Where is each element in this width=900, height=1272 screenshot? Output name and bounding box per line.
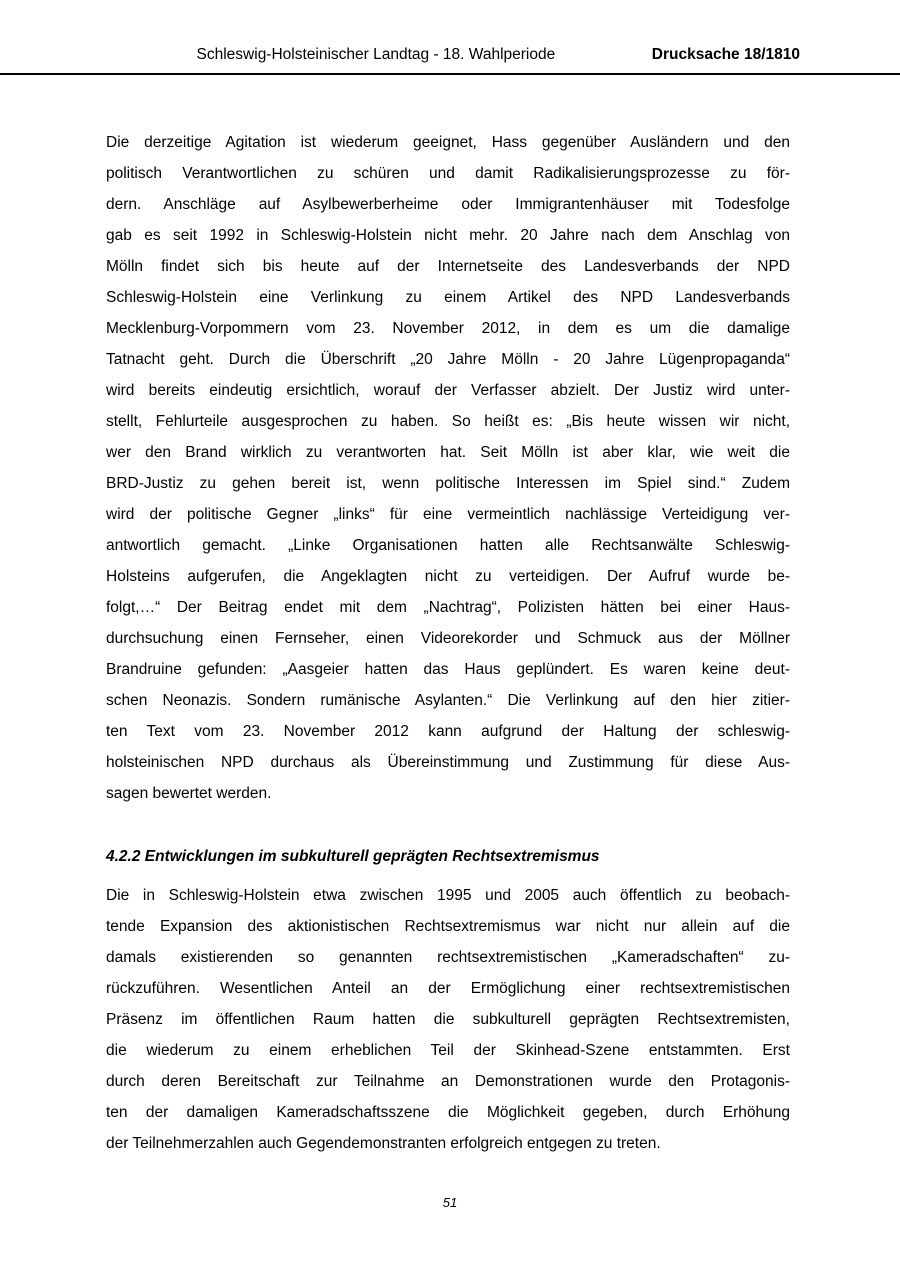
paragraph-line: der Teilnehmerzahlen auch Gegendemonstranten erfolgreich entgegen zu treten. — [106, 1135, 661, 1152]
paragraph-line: schen Neonazis. Sondern rumänische Asylanten.“ Die Verlinkung auf den hier zitier- — [106, 692, 790, 709]
paragraph-line: Präsenz im öffentlichen Raum hatten die subkulturell geprägten Rechtsextremisten, — [106, 1011, 790, 1028]
section-heading: 4.2.2 Entwicklungen im subkulturell geprägten Rechtsextremismus — [106, 848, 600, 865]
paragraph-line: Die in Schleswig-Holstein etwa zwischen 1995 und 2005 auch öffentlich zu beobach- — [106, 887, 790, 904]
paragraph-line: Holsteins aufgerufen, die Angeklagten nicht zu verteidigen. Der Aufruf wurde be- — [106, 568, 790, 585]
document-body — [0, 127, 900, 1159]
paragraph-line: die wiederum zu einem erheblichen Teil der Skinhead-Szene entstammten. Erst — [106, 1042, 790, 1059]
paragraph-line: antwortlich gemacht. „Linke Organisationen hatten alle Rechtsanwälte Schleswig- — [106, 537, 790, 554]
paragraph-line: Brandruine gefunden: „Aasgeier hatten das Haus geplündert. Es waren keine deut- — [106, 661, 790, 678]
paragraph-line: Tatnacht geht. Durch die Überschrift „20 Jahre Mölln - 20 Jahre Lügenpropaganda“ — [106, 351, 790, 368]
page-header — [0, 0, 900, 75]
paragraph-line: durchsuchung einen Fernseher, einen Videorekorder und Schmuck aus der Möllner — [106, 630, 790, 647]
header-document-number: Drucksache 18/1810 — [651, 46, 800, 63]
body-paragraph-2 — [106, 880, 790, 1159]
paragraph-line: Die derzeitige Agitation ist wiederum geeignet, Hass gegenüber Ausländern und den — [106, 134, 790, 151]
paragraph-line: ten Text vom 23. November 2012 kann aufgrund der Haltung der schleswig- — [106, 723, 790, 740]
paragraph-line: wird bereits eindeutig ersichtlich, worauf der Verfasser abzielt. Der Justiz wird unter- — [106, 382, 790, 399]
page-footer — [0, 1195, 900, 1210]
paragraph-line: stellt, Fehlurteile ausgesprochen zu haben. So heißt es: „Bis heute wissen wir nicht, — [106, 413, 790, 430]
body-paragraph-1 — [106, 127, 790, 809]
paragraph-line: politisch Verantwortlichen zu schüren und damit Radikalisierungsprozesse zu för- — [106, 165, 790, 182]
paragraph-line: rückzuführen. Wesentlichen Anteil an der Ermöglichung einer rechtsextremistischen — [106, 980, 790, 997]
paragraph-line: wird der politische Gegner „links“ für eine vermeintlich nachlässige Verteidigung ver- — [106, 506, 790, 523]
paragraph-line: dern. Anschläge auf Asylbewerberheime oder Immigrantenhäuser mit Todesfolge — [106, 196, 790, 213]
paragraph-line: ten der damaligen Kameradschaftsszene die Möglichkeit gegeben, durch Erhöhung — [106, 1104, 790, 1121]
paragraph-line: BRD-Justiz zu gehen bereit ist, wenn politische Interessen im Spiel sind.“ Zudem — [106, 475, 790, 492]
page-number: 51 — [442, 1195, 458, 1210]
paragraph-line: gab es seit 1992 in Schleswig-Holstein nicht mehr. 20 Jahre nach dem Anschlag von — [106, 227, 790, 244]
paragraph-line: Mölln findet sich bis heute auf der Internetseite des Landesverbands der NPD — [106, 258, 790, 275]
paragraph-line: tende Expansion des aktionistischen Rechtsextremismus war nicht nur allein auf die — [106, 918, 790, 935]
paragraph-line: holsteinischen NPD durchaus als Übereinstimmung und Zustimmung für diese Aus- — [106, 754, 790, 771]
paragraph-line: damals existierenden so genannten rechtsextremistischen „Kameradschaften“ zu- — [106, 949, 790, 966]
paragraph-line: wer den Brand wirklich zu verantworten hat. Seit Mölln ist aber klar, wie weit die — [106, 444, 790, 461]
header-title: Schleswig-Holsteinischer Landtag - 18. Wahlperiode — [196, 46, 556, 63]
paragraph-line: Schleswig-Holstein eine Verlinkung zu einem Artikel des NPD Landesverbands — [106, 289, 790, 306]
paragraph-line: durch deren Bereitschaft zur Teilnahme an Demonstrationen wurde den Protagonis- — [106, 1073, 790, 1090]
paragraph-line: folgt,…“ Der Beitrag endet mit dem „Nachtrag“, Polizisten hätten bei einer Haus- — [106, 599, 790, 616]
paragraph-line: Mecklenburg-Vorpommern vom 23. November 2012, in dem es um die damalige — [106, 320, 790, 337]
paragraph-line: sagen bewertet werden. — [106, 785, 272, 802]
